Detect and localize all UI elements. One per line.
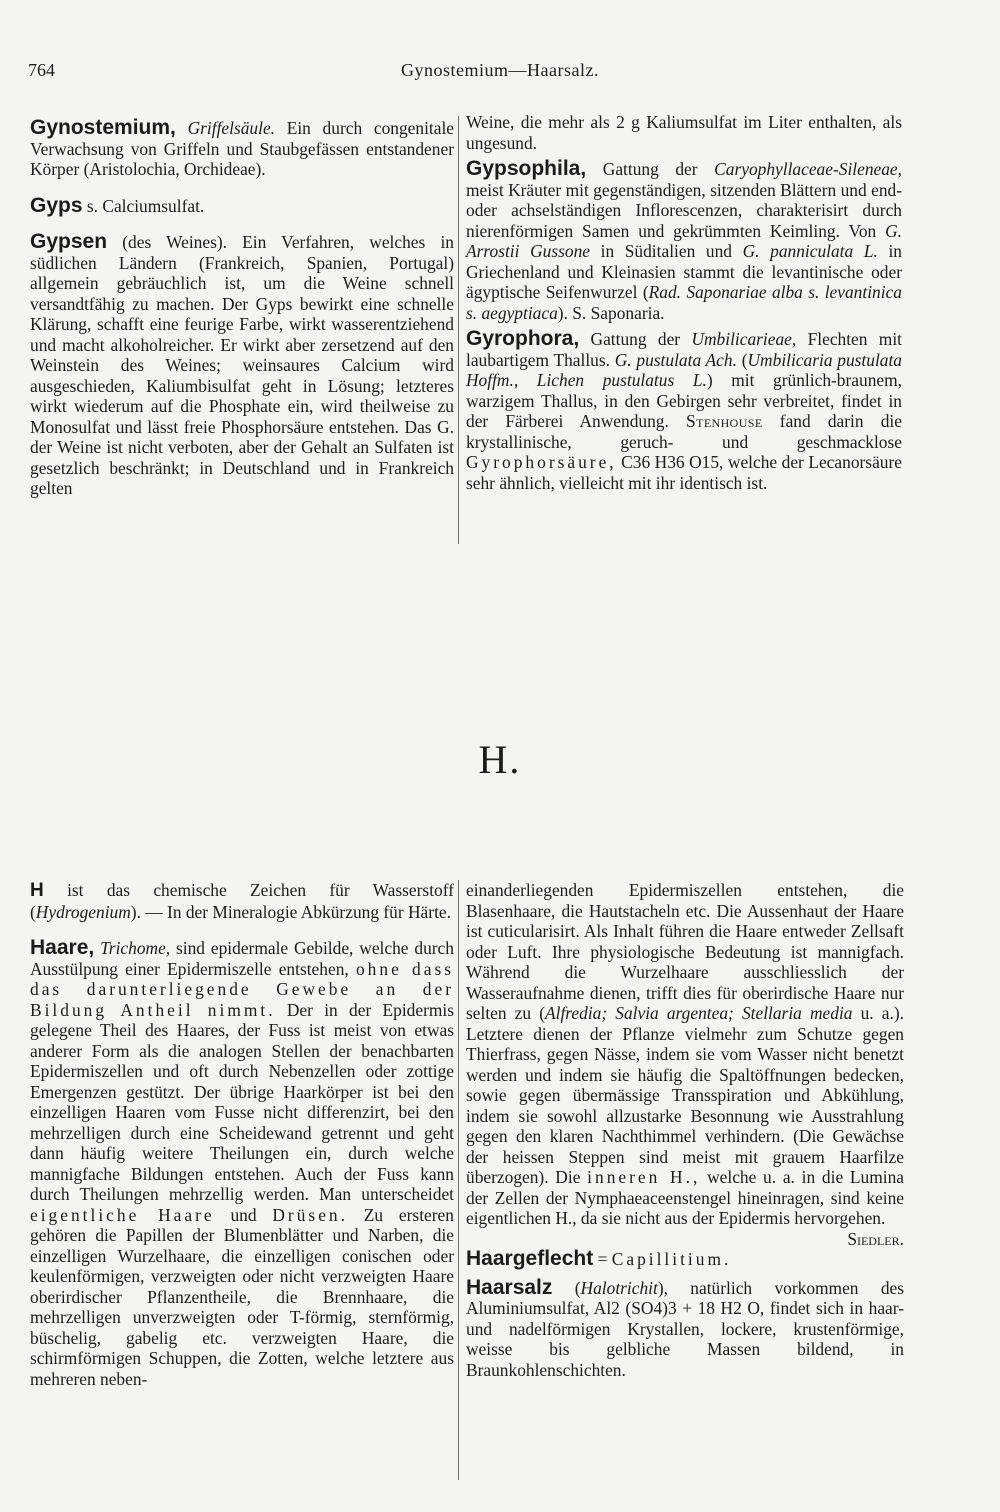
lemma-gypsen: Gypsen	[30, 230, 108, 253]
italic-segment: Halotrichit	[580, 1277, 658, 1298]
text-segment: fand darin die krystallinische, geruch- und geschmacklose	[466, 411, 902, 452]
lemma-haarsalz: Haarsalz	[466, 1275, 553, 1299]
entry-gypsen-continued: Weine, die mehr als 2 g Kaliumsulfat im Liter enthalten, als ungesund.	[466, 112, 902, 153]
entry-gypsophila	[466, 159, 902, 323]
entry-haarsalz	[466, 1275, 904, 1381]
lemma-haargeflecht: Haargeflecht	[466, 1247, 594, 1270]
italic-segment: Alfredia; Salvia argentea; Stellaria media	[545, 1003, 853, 1023]
text-segment: ), natürlich vorkommen des Aluminiumsulfat, Al2 (SO4)3 + 18 H2 O, findet sich in haar- und nadelförmigen Krystallen, lockere, krustenförmige, weisse bis gelbliche Massen bildend, in Braunkohlenschichten.	[466, 1277, 904, 1380]
text-segment: meist Kräuter mit gegenständigen, sitzenden Blättern und end- oder achselständigen Inflorescenzen, charakterisirt durch nierenförmigen Samen und gekrümmten Keimling. Von	[466, 179, 902, 241]
lemma-gypsophila: Gypsophila,	[466, 157, 587, 180]
text-segment: ) mit grünlich-braunem, warzigem Thallus, in den Gebirgen sehr verbreitet, findet in der Färberei Anwendung.	[466, 370, 902, 431]
text-segment: und	[230, 1204, 257, 1225]
text-segment: (	[741, 349, 748, 370]
entry-gyrophora	[466, 329, 902, 493]
running-head	[0, 60, 1000, 88]
header-title: Gynostemium—Haarsalz.	[401, 60, 599, 80]
italic-segment: Rad. Saponariae alba s. levantinica s. aegyptiaca	[466, 282, 902, 323]
entry-haargeflecht	[466, 1249, 904, 1270]
text-segment: (	[574, 1277, 581, 1298]
text-segment: ). — In der Mineralogie Abkürzung für Härte.	[130, 901, 451, 922]
italic-segment: G. pustulata Ach.	[614, 349, 737, 370]
column-divider-bottom	[458, 880, 459, 1480]
spaced-term: Gyrophorsäure,	[466, 452, 617, 472]
text-segment: Flechten mit laubartigem Thallus.	[466, 329, 902, 370]
spaced-term: inneren H.,	[587, 1167, 701, 1187]
italic-segment: Hydrogenium	[35, 901, 131, 922]
spaced-term: eigentliche Haare	[30, 1204, 215, 1225]
italic-segment: Caryophyllaceae-Sileneae,	[714, 159, 902, 179]
entry-gynostemium	[30, 118, 454, 180]
entry-gypsen	[30, 232, 454, 499]
text-segment: in Süditalien und	[600, 241, 732, 261]
column-divider-top	[458, 116, 459, 544]
column-top-right	[466, 112, 902, 493]
text-gyps: s. Calciumsulfat.	[86, 195, 205, 216]
text-segment: in Griechenland und Kleinasien stammt die levantinische oder ägyptische Seifenwurzel (	[466, 241, 902, 302]
gloss-haare: Trichome,	[100, 938, 171, 958]
text-segment: =	[597, 1249, 608, 1269]
text-segment: sind epidermale Gebilde, welche durch Ausstülpung einer Epidermiszelle entstehen,	[30, 938, 454, 979]
column-top-left	[30, 118, 454, 499]
text-segment: u. a.). Letztere dienen der Pflanze vielmehr zum Schutze gegen Thierfrass, gegen Nässe, indem sie vom Wasser nicht benetzt werden und indem sie häufig die Spaltöffnungen bedecken, sowie gegen übermässige Transspiration und Abkühlung, indem sie sowohl allzustarke Besonnung wie Ausstrahlung gegen den klaren Nachthimmel verhindern. (Die Gewächse der heissen Steppen sind meist mit grauem Haarfilze überzogen). Die	[466, 1003, 904, 1187]
text-gypsen: (des Weines). Ein Verfahren, welches in südlichen Ländern (Frankreich, Spanien, Portugal) allgemein gebräuchlich ist, um die Weine schnell versandtfähig zu machen. Der Gyps bewirkt eine schnelle Klärung, schafft eine feurige Farbe, wirkt wasserentziehend und macht alkoholreicher. Er wirkt aber zersetzend auf den Weinstein des Weines; weinsaures Calcium wird ausgeschieden, Kaliumbisulfat geht in Lösung; letzteres wirkt wiederum auf die Phosphate ein, wird theilweise zu Monosulfat und lässt freie Phosphorsäure entstehen. Das G. der Weine ist nicht verboten, aber der Gehalt an Sulfaten ist gesetzlich beschränkt; in Deutschland und in Frankreich gelten	[30, 232, 455, 498]
lemma-h: H	[30, 880, 44, 901]
spaced-term: Capillitium.	[611, 1249, 732, 1269]
lemma-haare: Haare,	[30, 936, 95, 959]
lemma-gyps: Gyps	[30, 193, 83, 217]
italic-segment: G. Arrostii Gussone	[466, 220, 902, 261]
text-segment: welche u. a. in die Lumina der Zellen der Nymphaeaceenstengel hineinragen, sind keine eigentlichen H., da sie nicht aus der Epidermis hervorgehen.	[466, 1167, 904, 1228]
lemma-gynostemium: Gynostemium,	[30, 116, 176, 139]
text-segment: einanderliegenden Epidermiszellen entstehen, die Blasenhaare, die Hautstacheln etc. Die Aussenhaut der Haare ist cuticularisirt. Als Inhalt führen die Haare entweder Zellsaft oder Luft. Ihre physiologische Bedeutung ist mannigfach. Während die Wurzelhaare ausschliesslich der Wasseraufnahme dienen, trifft dies für oberirdische Haare nur selten zu (	[466, 880, 904, 1023]
column-bottom-right	[466, 880, 904, 1380]
chemical-formula: C36 H36 O15,	[621, 452, 724, 472]
italic-segment: G. panniculata L.	[742, 241, 878, 261]
text-segment: Gattung der	[590, 329, 681, 349]
spaced-term: Drüsen.	[272, 1204, 348, 1225]
author-stenhouse: Stenhouse	[686, 411, 763, 431]
text-segment: welche der Lecanorsäure sehr ähnlich, vielleicht mit ihr identisch ist.	[466, 452, 902, 493]
text-segment: ist das chemische Zeichen für Wasserstoff (	[30, 880, 454, 922]
entry-haare-continued	[466, 880, 904, 1249]
text-segment: Zu ersteren gehören die Papillen der Blumenblätter und Narben, die einzelligen Wurzelhaare, die einzelligen conischen oder keulenförmigen, verzweigten oder nicht verzweigten Haare oberirdischer Pflanzentheile, die Brennhaare, die mehrzelligen unverzweigten oder T-förmig, sternförmig, büschelig, gabelig etc. verzweigten Haare, die schirmförmigen Schuppen, die Zotten, welche letztere aus mehreren neben-	[30, 1204, 454, 1389]
author-siedler: Siedler.	[847, 1228, 904, 1249]
italic-segment: Umbilicaria pustulata Hoffm., Lichen pustulatus L.	[466, 349, 902, 390]
column-bottom-left	[30, 880, 454, 1389]
text-gynostemium: Ein durch congenitale Verwachsung von Griffeln und Staubgefässen entstandener Körper (Aristolochia, Orchideae).	[30, 118, 454, 179]
entry-h	[30, 880, 454, 922]
page-number: 764	[28, 60, 55, 80]
italic-segment: Umbilicarieae,	[691, 329, 797, 349]
lemma-gyrophora: Gyrophora,	[466, 327, 580, 350]
text-segment: Gattung der	[602, 159, 698, 179]
gloss-gynostemium: Griffelsäule.	[187, 118, 276, 138]
entry-haare	[30, 938, 454, 1389]
text-segment: ). S. Saponaria.	[557, 302, 665, 323]
section-letter: H.	[478, 737, 522, 782]
spaced-term: ohne dass das darunterliegende Gewebe an der Bildung Antheil nimmt.	[30, 958, 454, 1020]
entry-gyps	[30, 193, 454, 217]
text-segment: Der in der Epidermis gelegene Theil des Haares, der Fuss ist meist von etwas anderer Form als die analogen Stellen der benachbarten Epidermiszellen und oft durch Nebenzellen oder zottige Emergenzen gestützt. Der übrige Haarkörper ist bei den einzelligen Haaren vom Fusse nicht differenzirt, bei den mehrzelligen durch eine Scheidewand getrennt und geht dann häufig weitere Theilungen ein, durch welche mannigfache Bildungen entstehen. Auch der Fuss kann durch Theilungen mehrzellig werden. Man unterscheidet	[30, 999, 455, 1204]
